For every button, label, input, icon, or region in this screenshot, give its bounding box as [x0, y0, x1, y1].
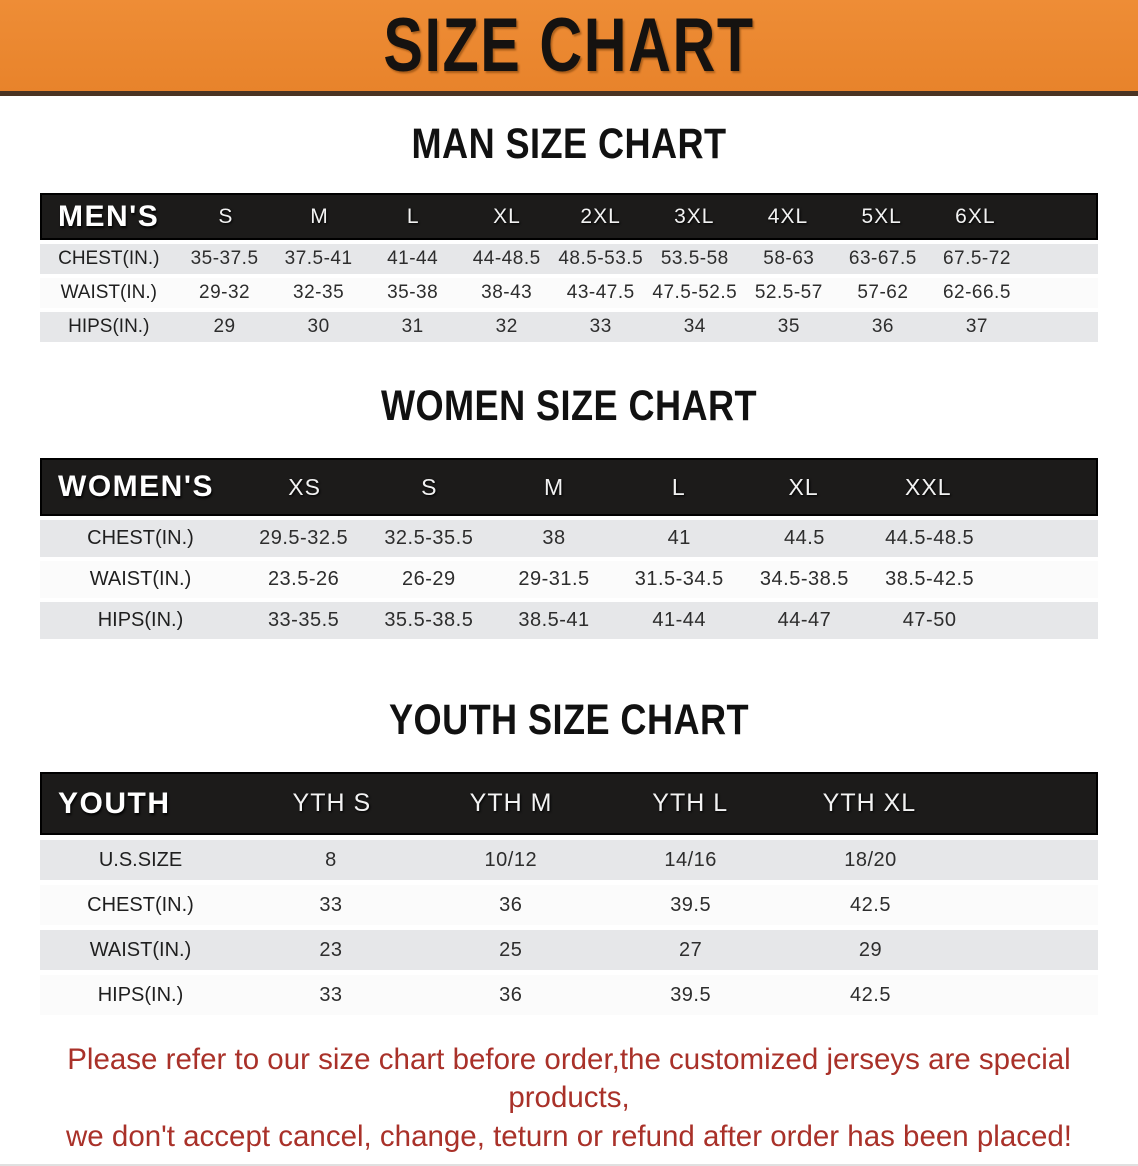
size-value: 57-62: [857, 282, 909, 303]
size-value: 8: [325, 848, 337, 871]
size-value: 52.5-57: [754, 282, 823, 303]
size-column-header: 2XL: [580, 204, 621, 228]
size-value: 38: [542, 527, 566, 549]
size-value: 37: [965, 316, 988, 337]
size-column-header: 6XL: [955, 204, 996, 228]
size-column-header: 5XL: [861, 204, 902, 228]
row-label: CHEST(IN.): [87, 527, 194, 549]
men-section-heading: MAN SIZE CHART: [411, 120, 727, 168]
size-column-header: M: [310, 204, 329, 228]
table-row: [40, 975, 1098, 1015]
size-value: 58-63: [763, 248, 815, 269]
size-value: 14/16: [664, 848, 717, 871]
size-value: 44.5: [783, 527, 825, 549]
size-value: 36: [499, 983, 523, 1006]
row-label: HIPS(IN.): [97, 609, 184, 631]
size-value: 42.5: [850, 893, 891, 916]
size-value: 42.5: [850, 983, 891, 1006]
table-title-cell: MEN'S: [58, 199, 160, 233]
size-value: 53.5-58: [660, 248, 729, 269]
table-row: [40, 312, 1098, 342]
size-value: 33: [589, 316, 612, 337]
size-column-header: L: [671, 473, 686, 500]
size-value: 63-67.5: [848, 248, 917, 269]
size-value: 37.5-41: [284, 248, 353, 269]
size-column-header: YTH L: [652, 789, 729, 817]
size-value: 44-48.5: [472, 248, 541, 269]
size-value: 36: [499, 893, 523, 916]
size-value: 30: [307, 316, 330, 337]
size-value: 29: [858, 938, 883, 961]
size-value: 38.5-42.5: [885, 568, 975, 590]
size-column-header: 3XL: [674, 204, 715, 228]
size-value: 18/20: [844, 848, 897, 871]
size-value: 35-38: [387, 282, 439, 303]
banner: [0, 0, 1138, 96]
size-column-header: XL: [493, 204, 521, 228]
women-size-table: [40, 458, 1098, 639]
size-value: 32.5-35.5: [384, 527, 474, 549]
size-value: 35-37.5: [190, 248, 259, 269]
size-value: 41-44: [652, 609, 707, 631]
size-column-header: XS: [288, 473, 321, 500]
size-column-header: YTH S: [292, 789, 372, 817]
table-row: [40, 520, 1098, 557]
size-value: 35.5-38.5: [384, 609, 474, 631]
size-value: 47.5-52.5: [652, 282, 738, 303]
notice-line-1: Please refer to our size chart before order,the customized jerseys are special products,: [67, 1043, 1071, 1115]
size-column-header: S: [218, 204, 234, 228]
size-value: 44.5-48.5: [885, 527, 975, 549]
size-column-header: XL: [788, 473, 819, 500]
size-column-header: YTH M: [469, 789, 553, 817]
size-column-header: S: [421, 473, 438, 500]
size-value: 34.5-38.5: [759, 568, 849, 590]
size-value: 33: [319, 893, 343, 916]
size-value: 44-47: [777, 609, 832, 631]
size-value: 67.5-72: [942, 248, 1011, 269]
size-value: 33: [319, 983, 343, 1006]
table-row: [40, 602, 1098, 639]
table-header-row: [40, 193, 1098, 240]
size-value: 32-35: [293, 282, 345, 303]
size-value: 10/12: [484, 848, 538, 871]
size-value: 33-35.5: [267, 609, 340, 631]
row-label: CHEST(IN.): [87, 893, 194, 916]
size-value: 41: [667, 527, 691, 549]
size-column-header: M: [544, 473, 565, 500]
row-label: U.S.SIZE: [98, 848, 183, 871]
banner-title: SIZE CHART: [383, 3, 755, 88]
footer-notice: [20, 1041, 1118, 1156]
table-title-cell: YOUTH: [58, 786, 171, 820]
size-column-header: 4XL: [767, 204, 809, 228]
men-size-table: [40, 193, 1098, 342]
table-row: [40, 278, 1098, 308]
size-value: 29: [213, 316, 236, 337]
size-value: 25: [499, 938, 523, 961]
women-section: [0, 382, 1138, 639]
size-value: 32: [495, 316, 518, 337]
size-value: 29-32: [199, 282, 251, 303]
size-column-header: XXL: [905, 473, 952, 500]
size-value: 62-66.5: [942, 282, 1011, 303]
row-label: WAIST(IN.): [89, 938, 192, 961]
size-value: 41-44: [387, 248, 439, 269]
row-label: WAIST(IN.): [89, 568, 192, 590]
row-label: CHEST(IN.): [58, 248, 160, 269]
men-section: [0, 120, 1138, 342]
notice-line-2: we don't accept cancel, change, teturn or refund after order has been placed!: [66, 1119, 1072, 1153]
size-value: 31: [401, 316, 424, 337]
youth-section-heading: YOUTH SIZE CHART: [389, 696, 749, 744]
size-value: 38-43: [481, 282, 533, 303]
youth-size-table: [40, 772, 1098, 1015]
table-title-cell: WOMEN'S: [58, 470, 214, 503]
youth-section: [0, 696, 1138, 1015]
size-value: 39.5: [670, 893, 712, 916]
table-row: [40, 930, 1098, 970]
table-row: [40, 244, 1098, 274]
size-value: 43-47.5: [566, 282, 635, 303]
size-value: 47-50: [902, 609, 957, 631]
size-value: 23: [319, 938, 343, 961]
size-value: 31.5-34.5: [634, 568, 724, 590]
size-value: 29-31.5: [518, 568, 590, 590]
size-value: 36: [871, 316, 894, 337]
table-header-row: [40, 458, 1098, 516]
size-column-header: YTH XL: [822, 789, 917, 817]
table-header-row: [40, 772, 1098, 835]
table-row: [40, 885, 1098, 925]
table-row: [40, 840, 1098, 880]
size-value: 38.5-41: [518, 609, 590, 631]
women-section-heading: WOMEN SIZE CHART: [381, 382, 757, 430]
size-value: 34: [683, 316, 706, 337]
size-value: 26-29: [401, 568, 456, 590]
size-value: 35: [777, 316, 800, 337]
row-label: HIPS(IN.): [97, 983, 184, 1006]
size-value: 48.5-53.5: [558, 248, 644, 269]
table-row: [40, 561, 1098, 598]
size-column-header: L: [406, 204, 420, 228]
size-value: 27: [679, 938, 703, 961]
size-value: 29.5-32.5: [259, 527, 349, 549]
size-value: 39.5: [670, 983, 712, 1006]
size-value: 23.5-26: [267, 568, 340, 590]
row-label: HIPS(IN.): [68, 316, 150, 337]
row-label: WAIST(IN.): [60, 282, 157, 303]
